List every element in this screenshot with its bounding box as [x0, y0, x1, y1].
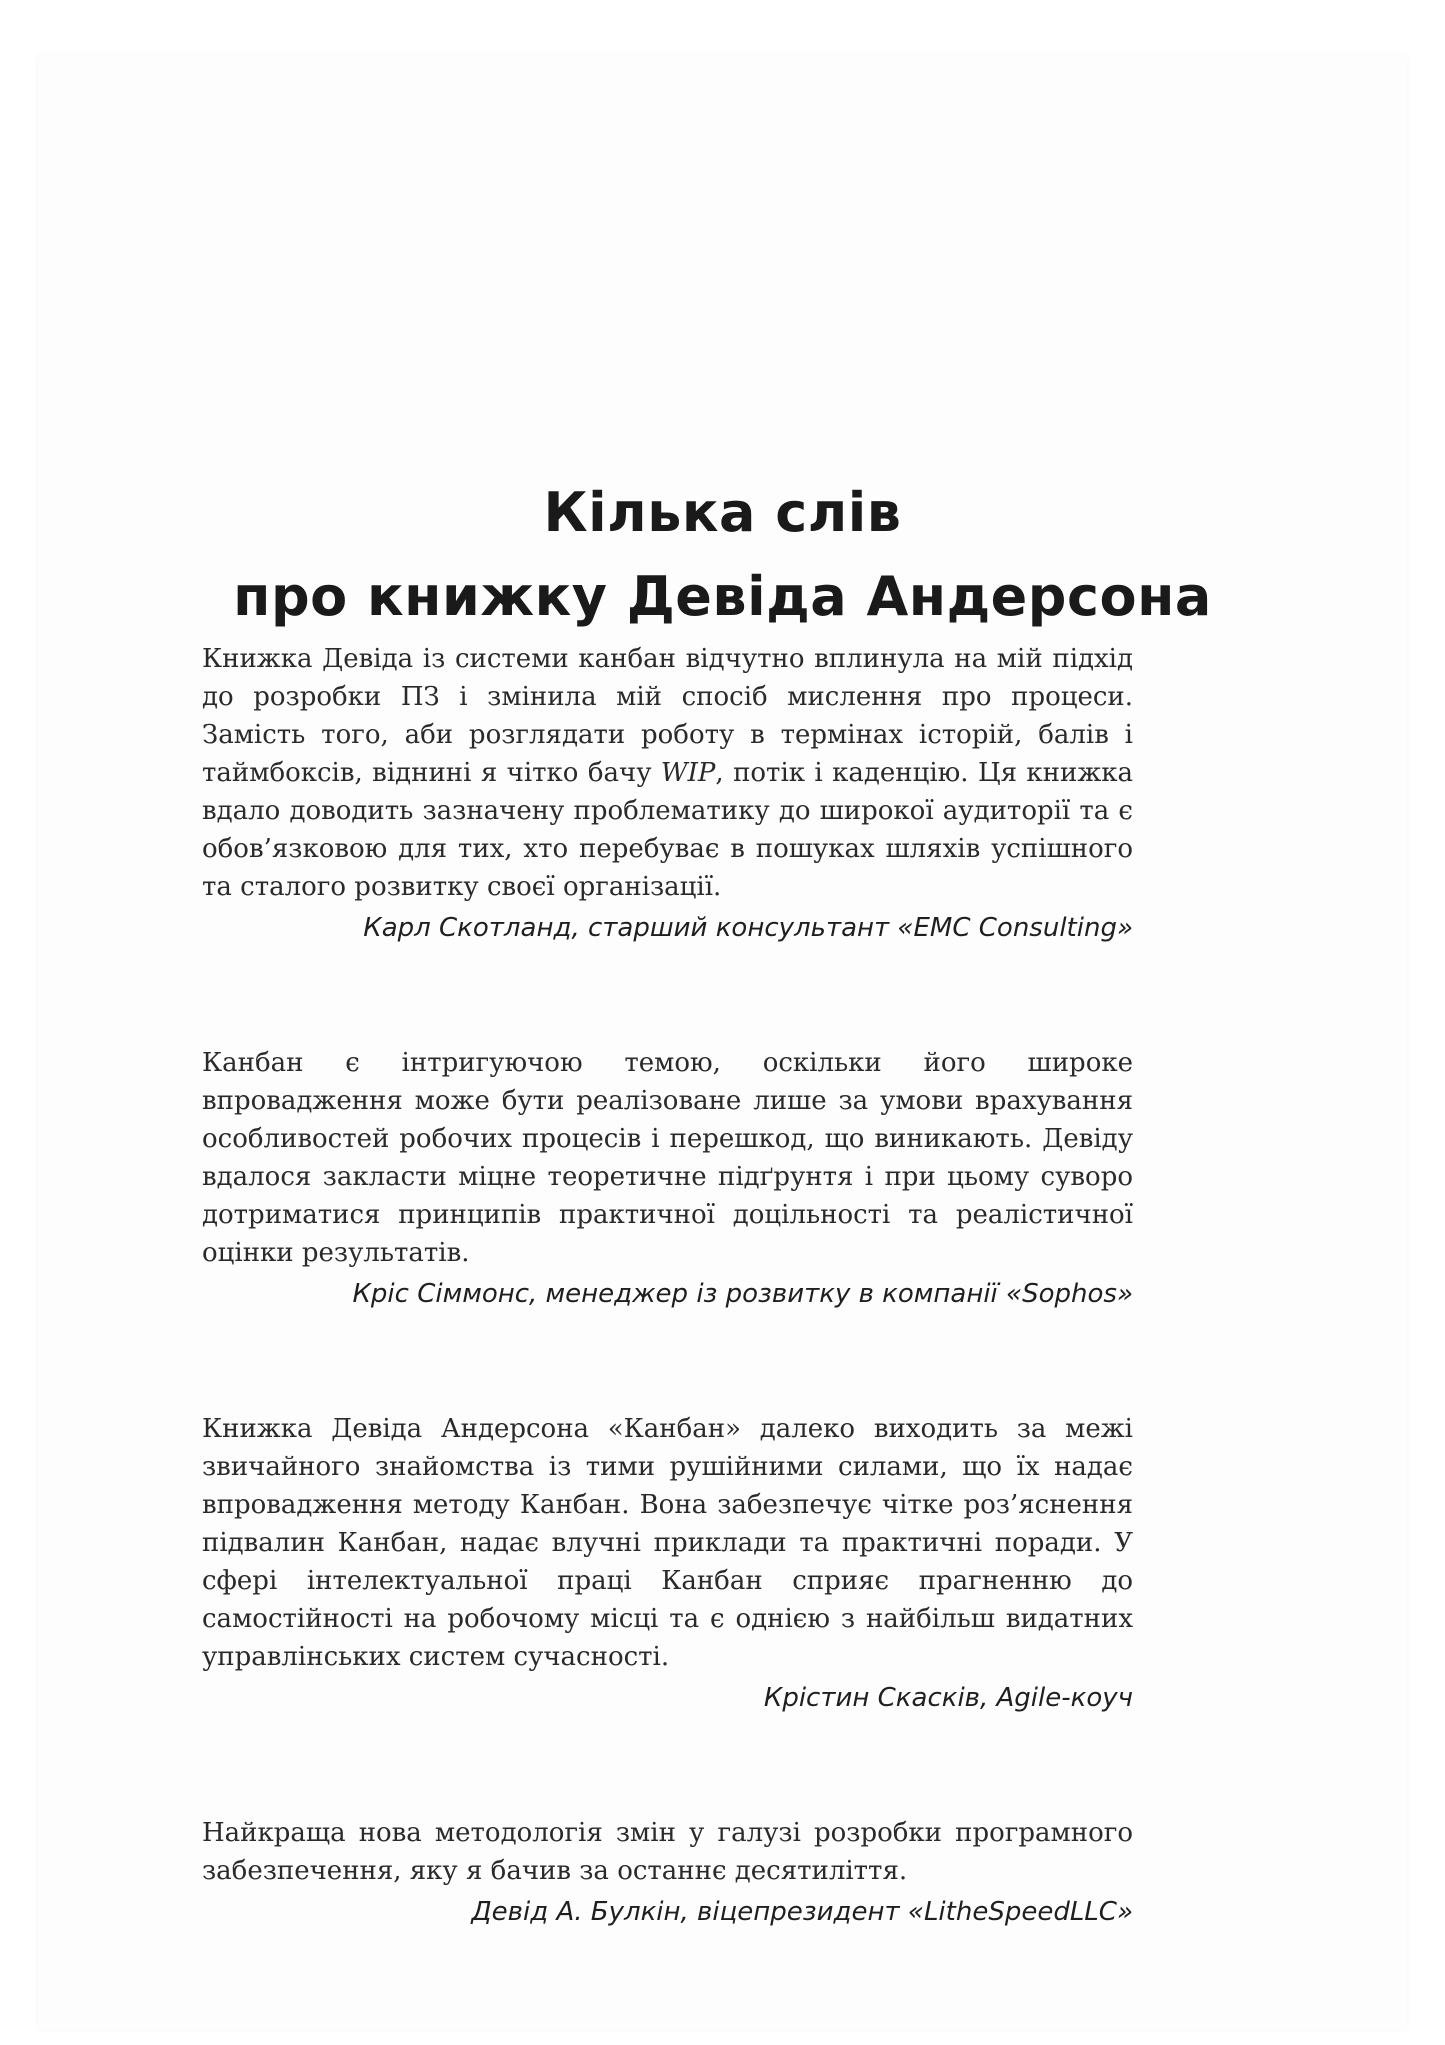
quote-emphasis: WIP: [660, 758, 716, 788]
testimonial-quote: [202, 640, 1133, 906]
testimonials: [202, 640, 1133, 2028]
testimonial-david-bulkin: [202, 1814, 1133, 1932]
testimonial-kristin-skaskiv: [202, 1410, 1133, 1718]
testimonial-author: Девід А. Булкін, віцепрезидент «LitheSpeedLLC»: [471, 1897, 1133, 1927]
testimonial-carl-scotland: [202, 640, 1133, 948]
testimonial-author: Крістин Скасків, Agile-коуч: [763, 1683, 1133, 1713]
page-title: [0, 471, 1445, 639]
testimonial-chris-simmons: [202, 1044, 1133, 1314]
testimonial-quote: Найкраща нова методологія змін у галузі розробки програмного забезпечення, яку я бачив за останнє десятиліття.: [202, 1818, 1133, 1886]
title-line-2: про книжку Девіда Андерсона: [233, 565, 1212, 629]
testimonial-quote: Книжка Девіда Андерсона «Канбан» далеко виходить за межі звичайного знайомства із тими рушійними силами, що їх надає впровадження методу Канбан. Вона забезпечує чітке роз’яснення підвалин Канбан, надає влучні приклади та практичні поради. У сфері інтелектуальної праці Канбан сприяє прагненню до самостійності на робочому місці та є однією з найбільш видатних управлінських систем сучасності.: [202, 1414, 1133, 1672]
testimonial-author: Карл Скотланд, старший консультант «EMC Consulting»: [363, 913, 1133, 943]
title-line-1: Кілька слів: [543, 481, 902, 545]
quote-text: , потік і каденцію. Ця книжка вдало доводить зазначену проблематику до широкої аудиторії та є обов’язковою для тих, хто перебуває в пошуках шляхів успішного та сталого розвитку своєї організації.: [202, 758, 1134, 902]
testimonial-author: Кріс Сіммонс, менеджер із розвитку в компанії «Sophos»: [352, 1279, 1133, 1309]
quote-text: Книжка Девіда із системи канбан відчутно вплинула на мій підхід до розробки ПЗ і змінила мій спосіб мислення про процеси. Замість того, аби розглядати роботу в термінах історій, балів і таймбоксів, віднині я чітко бачу: [202, 644, 1133, 788]
testimonial-quote: Канбан є інтригуючою темою, оскільки його широке впровадження може бути реалізоване лише за умови врахування особливостей робочих процесів і перешкод, що виникають. Девіду вдалося закласти міцне теоретичне підґрунтя і при цьому суворо дотриматися принципів практичної доцільності та реалістичної оцінки результатів.: [202, 1048, 1133, 1268]
